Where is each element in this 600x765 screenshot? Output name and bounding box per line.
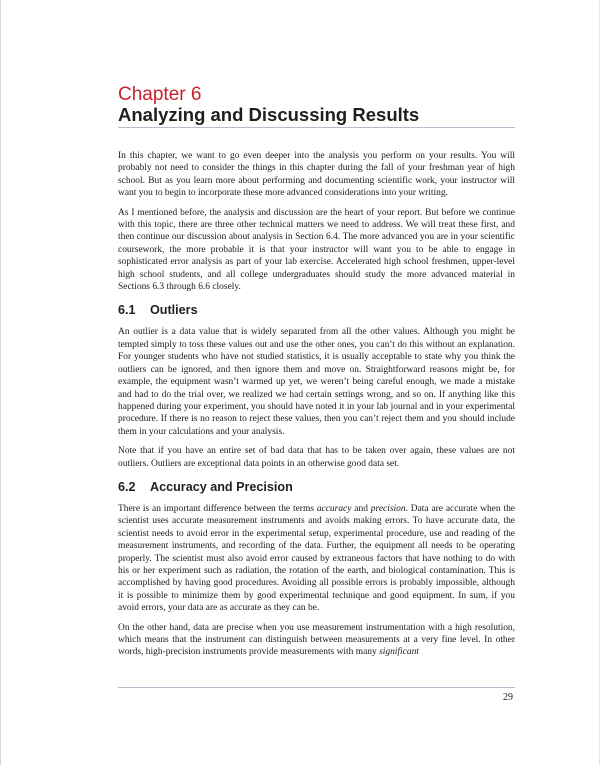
section-number: 6.2 (118, 479, 136, 494)
section-heading-accuracy-precision (118, 480, 515, 495)
intro-paragraph-1: In this chapter, we want to go even deeper into the analysis you perform on your results. You will probably not need to consider the things in this chapter during the fall of your freshman year of high school. But as you learn more about performing and documenting scientific work, your instructor will want you to begin to incorporate these more advanced considerations into your writing. (118, 151, 515, 199)
section-title: Outliers (150, 303, 198, 318)
chapter-label: Chapter 6 (118, 84, 202, 105)
section-number: 6.1 (118, 303, 136, 318)
section-heading-outliers (118, 303, 515, 318)
accuracy-paragraph-2 (118, 622, 515, 659)
accuracy-paragraph-1 (118, 503, 515, 615)
term-precision: precision (370, 503, 406, 514)
chapter-title-rule (118, 127, 515, 128)
body-text (118, 150, 515, 666)
outliers-paragraph-1: An outlier is a data value that is widely separated from all the other values. Although you might be tempted simply to toss these values out and use the other ones, you can’t do this without an explanation. For younger students who have not studied statistics, it is usually acceptable to state why you think the outliers can be ignored, and then ignore them and move on. Straightforward reasons might be, for example, the equipment wasn’t warmed up yet, we weren’t being careful enough, we made a mistake and had to do the trial over, we realized we had certain settings wrong, and so on. If anything like this happened during your experiment, you should have noted it in your lab journal and in your experimental procedure. If there is no reason to reject these values, then you can’t reject them and you should include them in your calculations and your analysis. (118, 327, 515, 437)
term-accuracy: accuracy (316, 503, 352, 514)
chapter-title: Analyzing and Discussing Results (118, 104, 420, 125)
outliers-paragraph-2: Note that if you have an entire set of bad data that has to be taken over again, these values are not outliers. Outliers are exceptional data points in an otherwise good data set. (118, 446, 515, 469)
section-title: Accuracy and Precision (150, 479, 293, 494)
term-significant: significant (379, 647, 419, 658)
text-run: There is an important difference between the terms (118, 503, 317, 514)
text-run: On the other hand, data are precise when you use measurement instrumentation with a high resolution, which means that the instrument can distinguish between measurements at a very fine level. In other words, high-precision instruments provide measurements with many (118, 622, 515, 658)
footer-rule (118, 687, 515, 688)
intro-paragraph-2: As I mentioned before, the analysis and discussion are the heart of your report. But before we continue with this topic, there are three other technical matters we need to address. We will treat these first, and then continue our discussion about analysis in Section 6.4. The more advanced you are in your scientific coursework, the more probable it is that your instructor will want you to be able to engage in sophisticated error analysis as part of your lab exercise. Accelerated high school freshmen, upper-level high school students, and all college undergraduates should study the more advanced material in Sections 6.3 through 6.6 closely. (118, 207, 515, 293)
text-run: . Data are accurate when the scientist uses accurate measurement instruments and avoids making errors. To have accurate data, the scientist needs to avoid error in the experimental setup, experimental procedure, use and reading of the measurement instruments, and recording of the data. Further, the equipment all needs to be operating properly. The scientist must also avoid error caused by extraneous factors that have nothing to do with his or her experiment such as radiation, the rotation of the earth, and biological contamination. This is accomplished by having good procedures. Avoiding all possible errors is probably impossible, although it is possible to minimize them by good experimental technique and good equipment. In sum, if you avoid errors, your data are as accurate as they can be. (118, 503, 515, 614)
text-run: and (351, 503, 371, 514)
page-number: 29 (503, 692, 513, 703)
